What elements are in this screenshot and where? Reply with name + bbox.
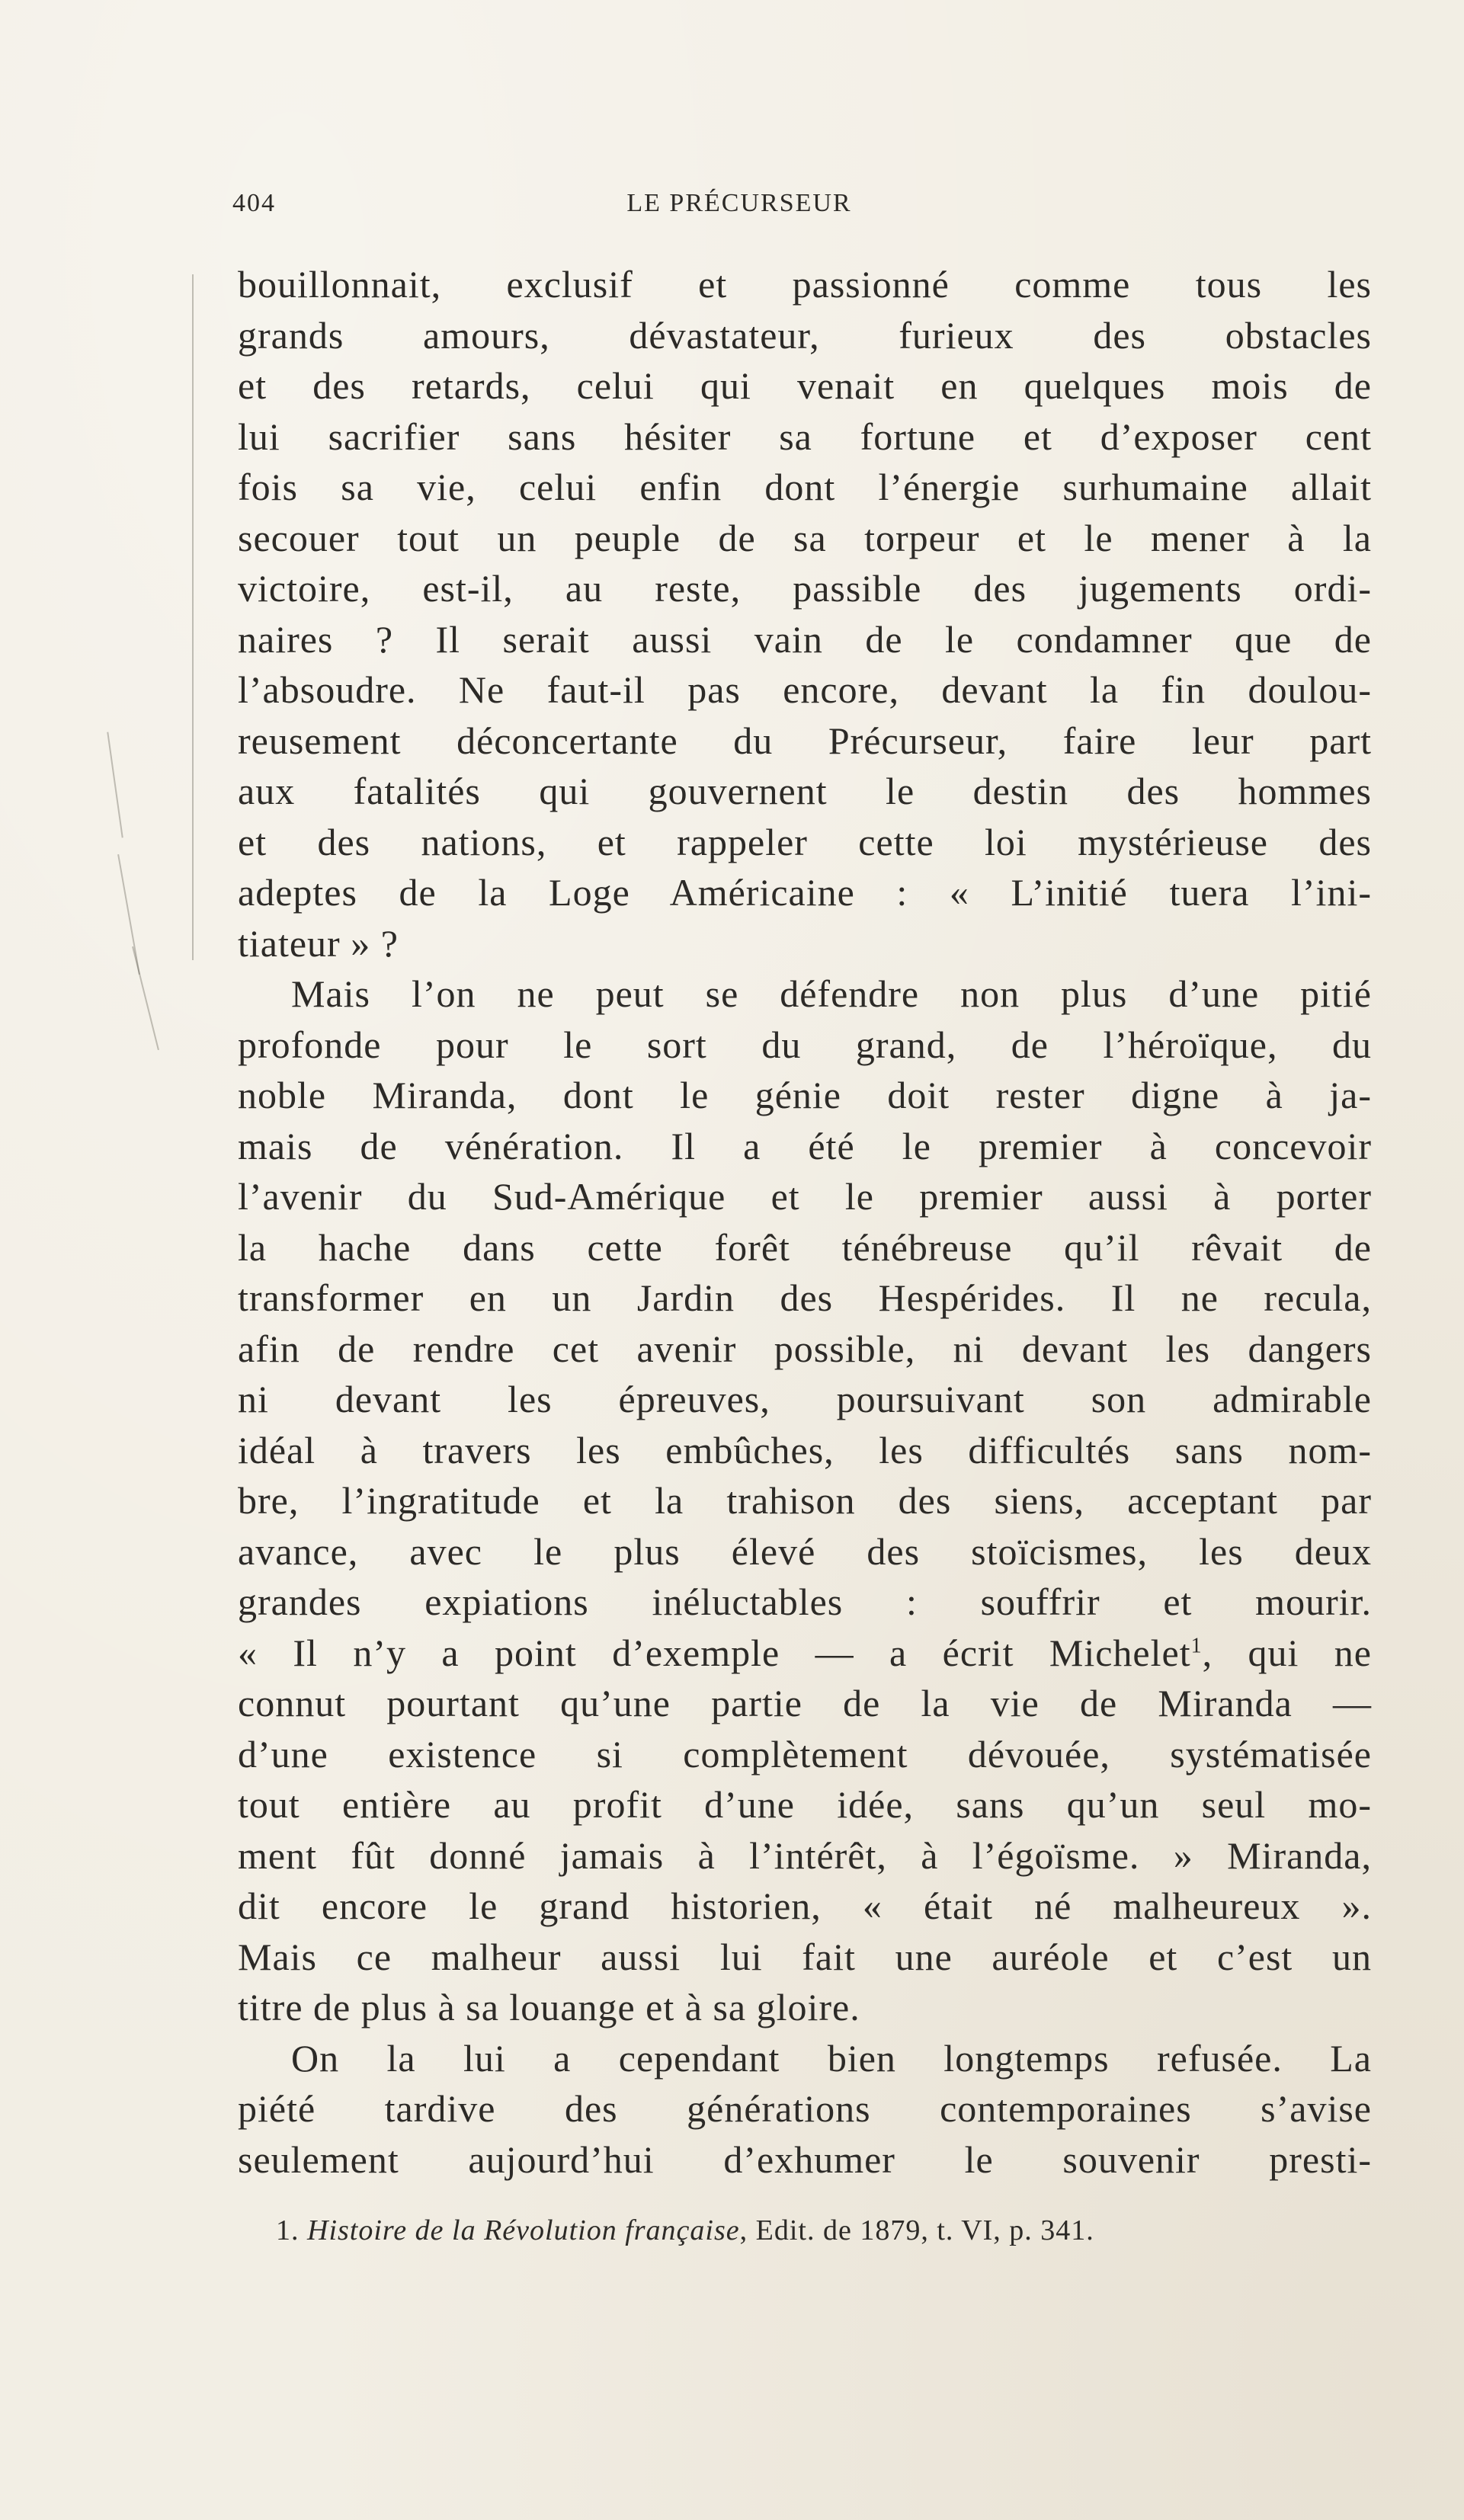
text-line: piété tardive des générations contemporaines s’avise bbox=[238, 2087, 1372, 2130]
text-line: et des retards, celui qui venait en quelques mois de bbox=[238, 364, 1372, 407]
text-line: ni devant les épreuves, poursuivant son admirable bbox=[238, 1378, 1372, 1420]
text-line: On la lui a cependant bien longtemps refusée. La bbox=[291, 2036, 1372, 2080]
text-line: Mais ce malheur aussi lui fait une auréole et c’est un bbox=[238, 1935, 1372, 1978]
text-line: naires ? Il serait aussi vain de le condamner que de bbox=[238, 617, 1372, 661]
text-line: aux fatalités qui gouvernent le destin des hommes bbox=[238, 770, 1372, 812]
page-number: 404 bbox=[232, 189, 276, 217]
text-line: grandes expiations inéluctables : souffrir et mourir. bbox=[238, 1580, 1372, 1623]
text-line: d’une existence si complètement dévouée, systématisée bbox=[238, 1732, 1372, 1776]
text-line: transformer en un Jardin des Hespérides. Il ne recula, bbox=[238, 1276, 1372, 1319]
text-line: adeptes de la Loge Américaine : « L’initié tuera l’ini- bbox=[238, 871, 1372, 914]
text-line: victoire, est-il, au reste, passible des jugements ordi- bbox=[238, 567, 1372, 610]
text-line: reusement déconcertante du Précurseur, faire leur part bbox=[238, 719, 1372, 762]
text-line: ment fût donné jamais à l’intérêt, à l’égoïsme. » Miranda, bbox=[238, 1833, 1372, 1877]
text-line: bouillonnait, exclusif et passionné comme tous les bbox=[238, 263, 1372, 306]
text-line: secouer tout un peuple de sa torpeur et le mener à la bbox=[238, 516, 1372, 559]
text-line: la hache dans cette forêt ténébreuse qu’il rêvait de bbox=[238, 1225, 1372, 1269]
text-line: profonde pour le sort du grand, de l’héroïque, du bbox=[238, 1023, 1372, 1066]
footnote-title: Histoire de la Révolution française bbox=[307, 2214, 740, 2246]
text-line: avance, avec le plus élevé des stoïcismes, les deux bbox=[238, 1529, 1372, 1573]
running-title: LE PRÉCURSEUR bbox=[626, 189, 852, 217]
text-line: titre de plus à sa louange et à sa gloire. bbox=[238, 1986, 860, 2028]
footnote bbox=[276, 2214, 1358, 2247]
text-line: afin de rendre cet avenir possible, ni devant les dangers bbox=[238, 1327, 1372, 1370]
margin-pencil-marks bbox=[91, 274, 213, 960]
footnote-details: , Edit. de 1879, t. VI, p. 341. bbox=[739, 2214, 1094, 2246]
footnote-reference: 1 bbox=[1190, 1633, 1203, 1657]
text-line: noble Miranda, dont le génie doit rester digne à ja- bbox=[238, 1074, 1372, 1116]
footnote-number: 1. bbox=[276, 2214, 300, 2246]
page-header bbox=[232, 189, 1246, 219]
text-line: seulement aujourd’hui d’exhumer le souvenir presti- bbox=[238, 2137, 1372, 2181]
text-line: lui sacrifier sans hésiter sa fortune et d’exposer cent bbox=[238, 415, 1372, 458]
text-line: Mais l’on ne peut se défendre non plus d’une pitié bbox=[291, 972, 1372, 1015]
text-line: fois sa vie, celui enfin dont l’énergie surhumaine allait bbox=[238, 466, 1372, 508]
text-line: dit encore le grand historien, « était né malheureux ». bbox=[238, 1884, 1372, 1927]
text-line: idéal à travers les embûches, les difficultés sans nom- bbox=[238, 1428, 1372, 1471]
text-line: grands amours, dévastateur, furieux des obstacles bbox=[238, 313, 1372, 357]
text-line: tiateur » ? bbox=[238, 921, 399, 965]
text-line: mais de vénération. Il a été le premier à concevoir bbox=[238, 1124, 1372, 1167]
text-line: bre, l’ingratitude et la trahison des siens, acceptant par bbox=[238, 1479, 1372, 1522]
text-line: l’avenir du Sud-Amérique et le premier aussi à porter bbox=[238, 1175, 1372, 1218]
text-line: et des nations, et rappeler cette loi mystérieuse des bbox=[238, 820, 1372, 863]
text-line: connut pourtant qu’une partie de la vie de Miranda — bbox=[238, 1682, 1372, 1724]
body-text bbox=[238, 259, 1372, 2185]
text-segment: , qui ne bbox=[1202, 1631, 1372, 1674]
text-line: l’absoudre. Ne faut-il pas encore, devant la fin doulou- bbox=[238, 668, 1372, 711]
text-line: tout entière au profit d’une idée, sans qu’un seul mo- bbox=[238, 1783, 1372, 1826]
text-segment: « Il n’y a point d’exemple — a écrit Michelet bbox=[238, 1631, 1191, 1674]
text-line-with-note bbox=[238, 1628, 1372, 1679]
